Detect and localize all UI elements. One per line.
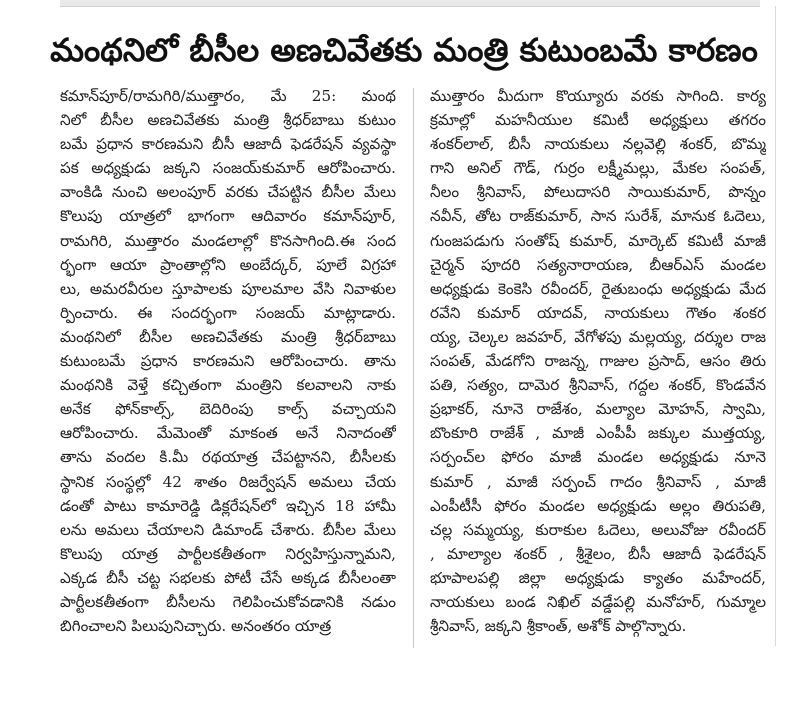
page-bottom-blank [0,662,800,718]
body-text-line: డంతో పాటు కామారెడ్డి డిక్లరేషన్‌లో ఇచ్చిన 18 హామీ [60,496,396,515]
body-text-line: ఎంపీటీసీ ఫోరం మండల అధ్యక్షుడు అల్లం తిరుపతి, [430,496,766,515]
body-text-line: చైర్మన్ పూదరి సత్యనారాయణ, బీఆర్ఎస్ మండల [430,255,766,274]
body-text-line: ర్భంగా ఆయా ప్రాంతాల్లోని అంబేద్కర్, పూలే విగ్రహా [60,255,396,274]
body-text-line: రవేని కుమార్ యాదవ్, నాయకులు గౌతం శంకర [430,303,766,322]
body-text-line: లు, అమరవీరుల స్తూపాలకు పూలమాల వేసి నివాళుల [60,279,396,298]
body-text-line: కుటుంబమే ప్రధాన కారణమని ఆరోపించారు. తాను [60,352,396,371]
body-text-line: కొలుపు యాత్రలో భాగంగా ఆదివారం కమాన్‌పూర్, [60,207,396,226]
body-text-line: బమే ప్రధాన కారణమని బీసీ ఆజాదీ ఫెడరేషన్ వ్యవస్థా [60,135,396,154]
body-text-line: మంథనిలో బీసీల అణచివేతకు మంత్రి శ్రీధర్‌బాబు [60,327,396,346]
body-text-line: క్రమాల్లో మహనీయుల కమిటీ అధ్యక్షులు తగరం [430,111,766,130]
body-text-line: పతి, సత్యం, దామెర శ్రీనివాస్, గద్దల శంకర్, కొండవేన [430,376,766,395]
body-text-line: ప్రభాకర్, నూనె రాజేశం, మల్యాల మోహన్, స్వామి, [430,400,766,419]
body-text-line: ముత్తారం మీదుగా కొయ్యూరు వరకు సాగింది. కార్య [430,87,766,105]
article-headline: మంథనిలో బీసీల అణచివేతకు మంత్రి కుటుంబమే కారణం [50,31,758,69]
body-text-line: గాని అనిల్ గౌడ్, గుర్రం లక్ష్మీమల్లు, మేకల సంపత్, [430,159,766,178]
body-text-line: లను అమలు చేయాలని డిమాండ్ చేశారు. బీసీల మేలు [60,520,396,539]
body-text-line: బొంకూరి రాజేశ్ , మాజీ ఎంపీపీ జక్కుల ముత్తయ్య, [430,424,766,443]
body-text-line: కుమార్ , మాజీ సర్పంచ్ గాదం శ్రీనివాస్ , మాజీ [430,472,766,491]
body-text-line: ర్పించారు. ఈ సందర్భంగా సంజయ్ మాట్లాడారు. [60,303,396,322]
body-text-line: నీలం శ్రీనివాస్, పోలుదాసరి సాయికుమార్, పొన్నం [430,183,766,202]
body-text-line: సర్పంచ్‌ల ఫోరం మాజీ మండల అధ్యక్షుడు నూనె [430,448,766,467]
body-text-line: ఎక్కడ బీసీ చట్ట సభలకు పోటీ చేసే అక్కడ బీసీలంతా [60,568,396,587]
body-text-line: అధ్యక్షుడు కెంకెసి రవీందర్, రైతుబంధు అధ్యక్షుడు మేద [430,279,766,298]
body-text-line: వాంకిడి నుంచి అలంపూర్ వరకు చేపట్టిన బీసీల మేలు [60,183,396,202]
body-text-line: గుంజపడుగు సంతోష్ కుమార్, మార్కెట్ కమిటీ మాజీ [430,231,766,250]
body-text-line: స్థానిక సంస్థల్లో 42 శాతం రిజర్వేషన్ అమలు చేయ [60,472,396,491]
previous-article-strip [60,0,760,7]
body-text-line: పార్టీలకతీతంగా బీసీలను గెలిపించుకోవడానికి నడుం [60,592,396,611]
body-text-line: శ్రీనివాస్, జక్కని శ్రీకాంత్, అశోక్ పాల్గొన్నారు. [430,617,687,636]
body-text-line: బిగించాలని పిలుపునిచ్చారు. అనంతరం యాత్ర [60,617,332,636]
body-text-line: కమాన్‌పూర్/రామగిరి/ముత్తారం, మే 25: మంథ [60,87,396,105]
body-text-line: ఆరోపించారు. మేమెంతో మాకంత అనే నినాదంతో [60,424,396,443]
body-text-line: తాను వందల కి.మీ రథయాత్ర చేపట్టానని, బీసీలకు [60,448,396,467]
body-text-line: య్య, చెల్కల జవహర్, వేగోళపు మల్లయ్య, దర్శుల రాజ [430,327,766,346]
body-text-line: నాయకులు బండ నిఖిల్ వడ్డేపల్లి మనోహర్, గుమ్మాల [430,592,766,611]
body-text-line: , మాల్యాల శంకర్ , శ్రీశైలం, బీసీ ఆజాదీ ఫెడరేషన్ [430,544,766,563]
body-text-line: సంపత్, మేడగోని రాజన్న, గాజుల ప్రసాద్, ఆసం తిరు [430,352,766,371]
body-text-line: చల్ల సమ్మయ్య, కురాకుల ఓదెలు, అలువోజు రవీందర్ [430,520,766,539]
body-text-line: నిలో బీసీల అణచివేతకు మంత్రి శ్రీధర్‌బాబు కుటుం [60,111,396,130]
page-margin-rule [775,6,776,646]
body-text-line: పక అధ్యక్షుడు జక్కని సంజయ్‌కుమార్ ఆరోపించారు. [60,159,396,178]
article-body-right-column [430,84,766,662]
body-text-line: రామగిరి, ముత్తారం మండలాల్లో కొనసాగింది.ఈ సంద [60,231,396,250]
body-text-line: భూపాలపల్లి జిల్లా అధ్యక్షుడు క్యాతం మహేందర్, [430,568,766,587]
body-text-line: కొలుపు యాత్ర పార్టీలకతీతంగా నిర్వహిస్తున్నామని, [60,544,396,563]
body-text-line: శంకర్‌లాల్, బీసీ నాయకులు నల్లవెల్లి శంకర్, బొమ్మ [430,135,766,154]
body-text-line: మంథనికి వెళ్తే కచ్చితంగా మంత్రిని కలవాలని నాకు [60,376,396,395]
column-divider [413,88,414,648]
article-body-left-column [60,84,396,662]
body-text-line: అనేక ఫోన్‌కాల్స్, బెదిరింపు కాల్స్ వచ్చాయని [60,400,396,419]
body-text-line: నవీన్, తోట రాజ్‌కుమార్, సాన సురేశ్, మానుక ఓదెలు, [430,207,766,226]
